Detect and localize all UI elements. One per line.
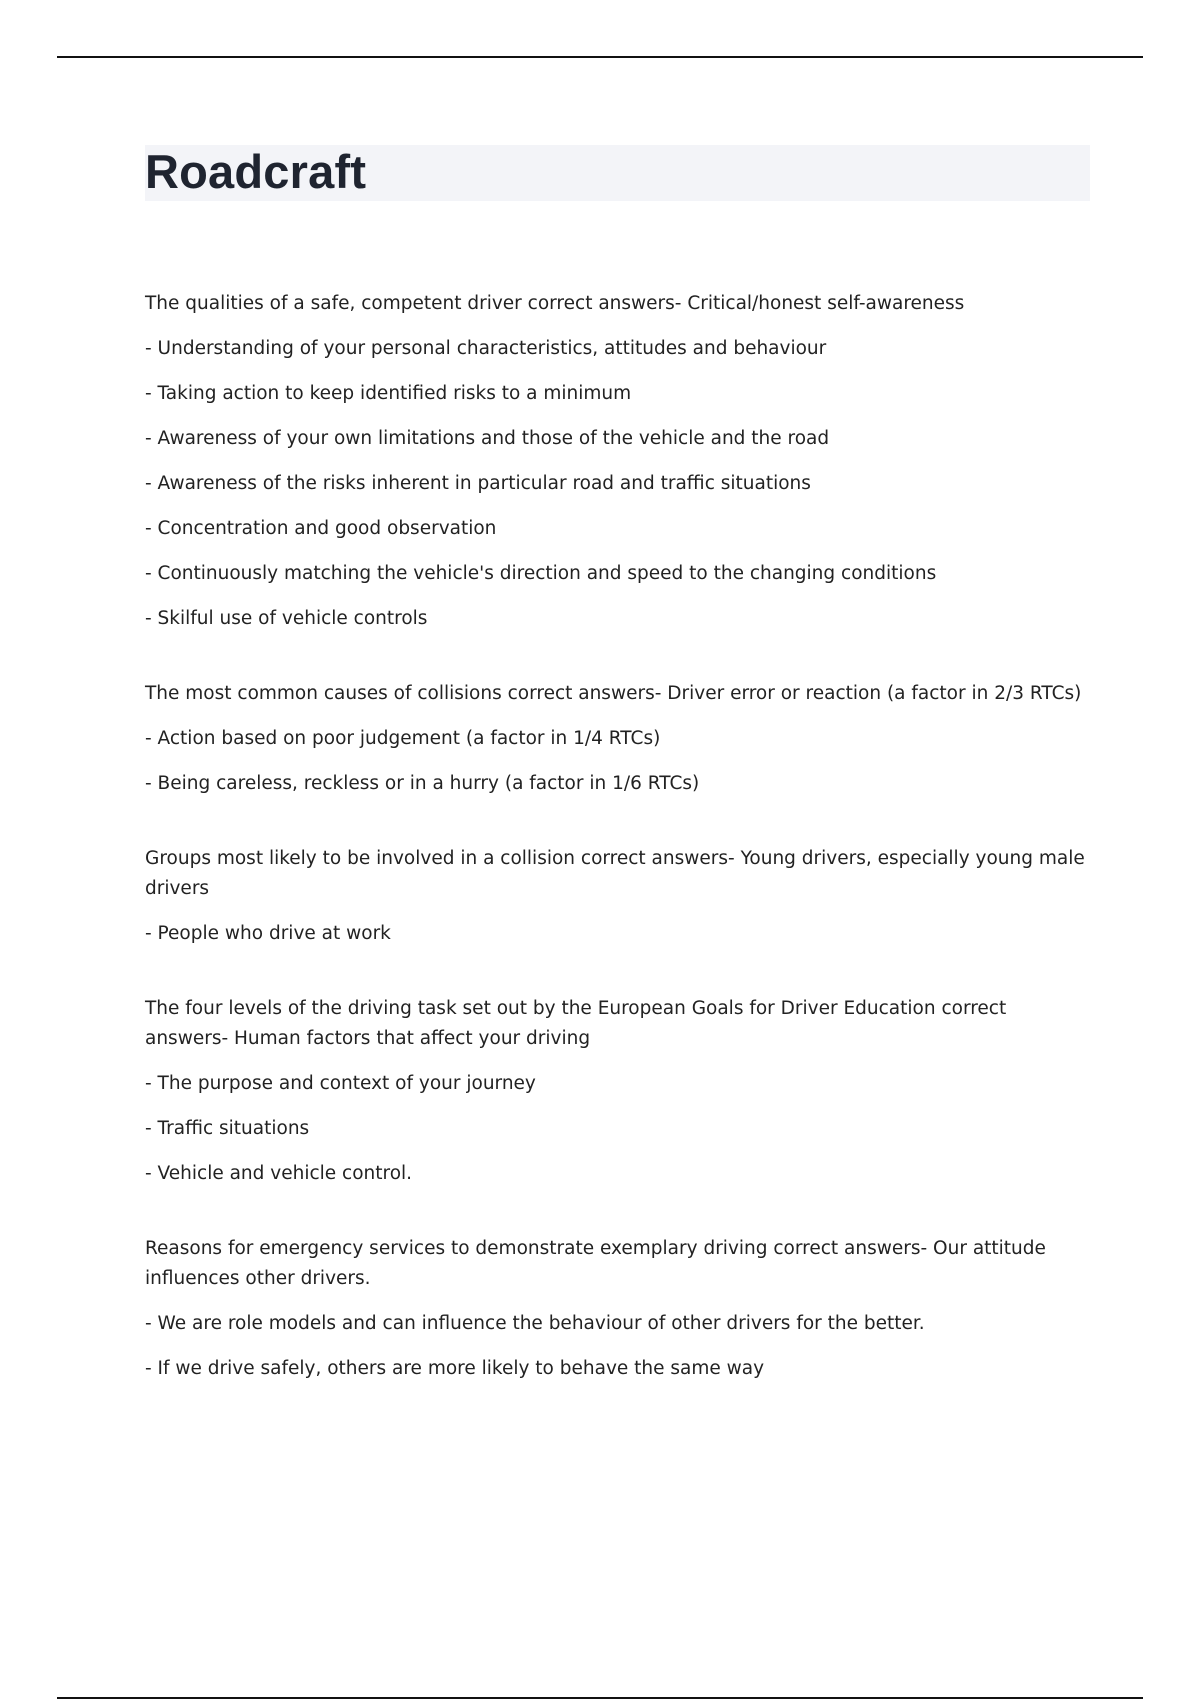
paragraph: - Awareness of the risks inherent in particular road and traffic situations: [145, 473, 811, 494]
paragraph: - Vehicle and vehicle control.: [145, 1163, 413, 1184]
paragraph: - Continuously matching the vehicle's direction and speed to the changing conditions: [145, 563, 937, 584]
qa-block-driver-qualities: [145, 289, 1085, 634]
paragraph: Groups most likely to be involved in a collision correct answers- Young drivers, especially young male drivers: [145, 848, 1085, 899]
paragraph: The qualities of a safe, competent driver correct answers- Critical/honest self-awareness: [145, 293, 965, 314]
paragraph: - Understanding of your personal characteristics, attitudes and behaviour: [145, 338, 827, 359]
document-body: [145, 289, 1085, 1429]
paragraph: - Concentration and good observation: [145, 518, 497, 539]
paragraph: - Being careless, reckless or in a hurry (a factor in 1/6 RTCs): [145, 773, 700, 794]
qa-block-risk-groups: [145, 844, 1085, 949]
paragraph: - People who drive at work: [145, 923, 391, 944]
paragraph: - Skilful use of vehicle controls: [145, 608, 428, 629]
paragraph: - The purpose and context of your journey: [145, 1073, 536, 1094]
paragraph: Reasons for emergency services to demonstrate exemplary driving correct answers- Our attitude influences other drivers.: [145, 1238, 1046, 1289]
qa-block-driving-task-levels: [145, 994, 1085, 1189]
paragraph: The four levels of the driving task set out by the European Goals for Driver Education correct answers- Human factors that affect your driving: [145, 998, 1007, 1049]
paragraph: - Action based on poor judgement (a factor in 1/4 RTCs): [145, 728, 661, 749]
paragraph: - Awareness of your own limitations and those of the vehicle and the road: [145, 428, 830, 449]
document-title: Roadcraft: [145, 145, 367, 198]
qa-block-exemplary-driving: [145, 1234, 1085, 1384]
paragraph: - If we drive safely, others are more likely to behave the same way: [145, 1358, 765, 1379]
page-bottom-rule: [57, 1697, 1143, 1699]
qa-block-collision-causes: [145, 679, 1085, 799]
paragraph: The most common causes of collisions correct answers- Driver error or reaction (a factor in 2/3 RTCs): [145, 683, 1082, 704]
page-top-rule: [57, 56, 1143, 58]
paragraph: - Taking action to keep identified risks to a minimum: [145, 383, 632, 404]
paragraph: - Traffic situations: [145, 1118, 310, 1139]
paragraph: - We are role models and can influence the behaviour of other drivers for the better.: [145, 1313, 925, 1334]
